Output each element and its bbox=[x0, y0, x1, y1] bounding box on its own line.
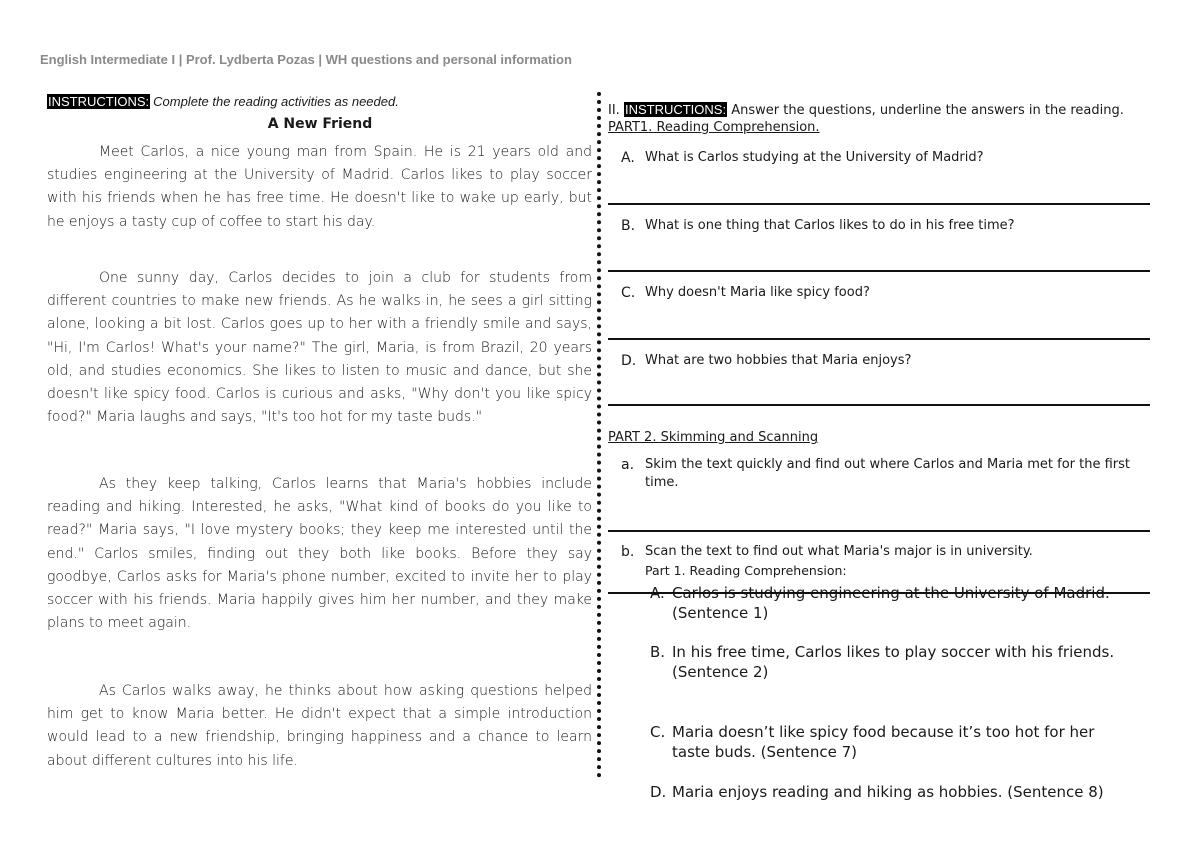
question-letter: D. bbox=[621, 353, 637, 369]
question-skim bbox=[621, 456, 1148, 492]
question-letter: C. bbox=[621, 285, 636, 301]
instructions-text: Answer the questions, underline the answers in the reading. bbox=[731, 103, 1124, 118]
answer-text: Maria enjoys reading and hiking as hobbies. (Sentence 8) bbox=[672, 783, 1104, 801]
answer-a bbox=[650, 583, 1120, 623]
paragraph-text: One sunny day, Carlos decides to join a club for students from different countries to make new friends. As he walks in, he sees a girl sitting alone, looking a bit lost. Carlos goes up to her with a friendly smile and says, "Hi, I'm Carlos! What's your name?" The girl, Maria, is from Brazil, 20 years old, and studies economics. She likes to listen to music and dance, but she doesn't like spicy food. Carlos is curious and asks, "Why don't you like spicy food?" Maria laughs and says, "It's too hot for my taste buds." bbox=[47, 270, 592, 426]
answer-letter: D. bbox=[650, 783, 667, 801]
story-paragraph-3 bbox=[47, 473, 592, 635]
answer-text: Carlos is studying engineering at the University of Madrid. (Sentence 1) bbox=[672, 584, 1110, 622]
roman-numeral: II. bbox=[608, 103, 620, 118]
question-a bbox=[621, 149, 1148, 167]
answer-letter: A. bbox=[650, 584, 665, 602]
question-letter: B. bbox=[621, 218, 636, 234]
part1-title: PART1. Reading Comprehension. bbox=[608, 120, 820, 135]
question-text: Why doesn't Maria like spicy food? bbox=[645, 285, 870, 300]
story-title: A New Friend bbox=[267, 116, 373, 132]
answer-text: Maria doesn’t like spicy food because it’s too hot for her taste buds. (Sentence 7) bbox=[672, 723, 1095, 761]
left-instructions bbox=[47, 94, 399, 110]
question-scan bbox=[621, 543, 1148, 561]
answer-c bbox=[650, 722, 1120, 762]
answers-heading: Part 1. Reading Comprehension: bbox=[645, 563, 847, 578]
answer-line bbox=[608, 203, 1150, 205]
answer-d bbox=[650, 782, 1120, 802]
question-letter: b. bbox=[621, 544, 635, 560]
instructions-text: Complete the reading activities as needed. bbox=[153, 94, 399, 109]
question-text: Scan the text to find out what Maria's major is in university. bbox=[645, 544, 1033, 559]
answer-line bbox=[608, 404, 1150, 406]
story-paragraph-1 bbox=[47, 141, 592, 234]
page-header: English Intermediate I | Prof. Lydberta Pozas | WH questions and personal information bbox=[40, 52, 572, 67]
question-b bbox=[621, 217, 1148, 235]
column-divider bbox=[597, 92, 601, 778]
answer-line bbox=[608, 270, 1150, 272]
paragraph-text: As Carlos walks away, he thinks about how asking questions helped him get to know Maria better. He didn't expect that a simple introduction would lead to a new friendship, bringing happiness and a chance to learn about different cultures into his life. bbox=[47, 683, 592, 769]
answer-b bbox=[650, 642, 1120, 682]
right-instructions bbox=[608, 101, 1148, 136]
answer-text: In his free time, Carlos likes to play soccer with his friends. (Sentence 2) bbox=[672, 643, 1115, 681]
answer-letter: C. bbox=[650, 723, 666, 741]
instructions-tag: INSTRUCTIONS: bbox=[624, 102, 727, 117]
answer-letter: B. bbox=[650, 643, 666, 661]
question-letter: A. bbox=[621, 150, 635, 166]
question-text: What is Carlos studying at the University of Madrid? bbox=[645, 150, 984, 165]
answer-line bbox=[608, 592, 1150, 594]
question-text: What are two hobbies that Maria enjoys? bbox=[645, 353, 912, 368]
instructions-tag: INSTRUCTIONS: bbox=[48, 94, 150, 109]
question-text: What is one thing that Carlos likes to do in his free time? bbox=[645, 218, 1015, 233]
story-paragraph-4 bbox=[47, 680, 592, 773]
question-c bbox=[621, 284, 1148, 302]
answer-line bbox=[608, 338, 1150, 340]
question-letter: a. bbox=[621, 457, 635, 473]
paragraph-text: As they keep talking, Carlos learns that Maria's hobbies include reading and hiking. Interested, he asks, "What kind of books do you like to read?" Maria says, "I love mystery books; they keep me interested until the end." Carlos smiles, finding out they both like books. Before they say goodbye, Carlos asks for Maria's phone number, excited to invite her to play soccer with his friends. Maria happily gives him her number, and they make plans to meet again. bbox=[47, 476, 592, 632]
part2-title: PART 2. Skimming and Scanning bbox=[608, 430, 819, 445]
answer-line bbox=[608, 530, 1150, 532]
question-text: Skim the text quickly and find out where Carlos and Maria met for the first time. bbox=[645, 457, 1130, 490]
question-d bbox=[621, 352, 1148, 370]
paragraph-text: Meet Carlos, a nice young man from Spain. He is 21 years old and studies engineering at the University of Madrid. Carlos likes to play soccer with his friends when he has free time. He doesn't like to wake up early, but he enjoys a tasty cup of coffee to start his day. bbox=[47, 144, 592, 230]
story-paragraph-2 bbox=[47, 267, 592, 429]
